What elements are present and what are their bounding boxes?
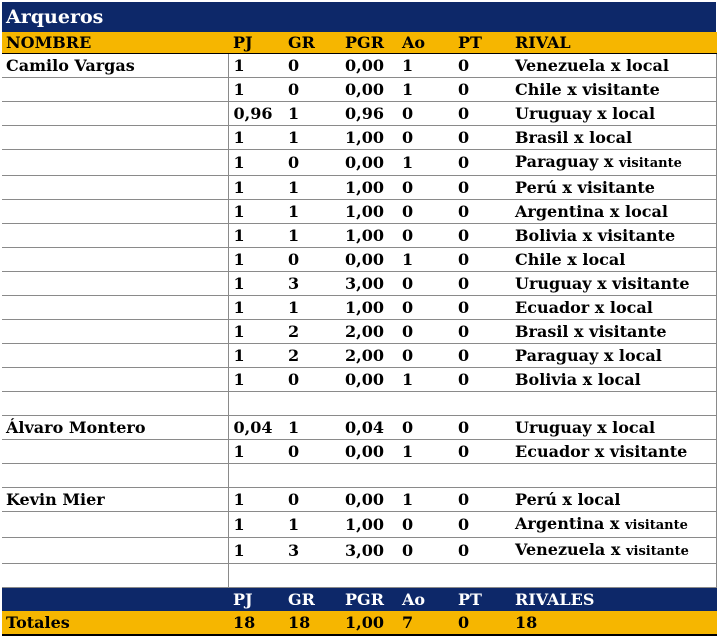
cell-pj: 1 [228, 54, 283, 78]
cell-gr: 0 [283, 150, 340, 176]
cell-ao: 1 [397, 440, 453, 464]
table-row [2, 272, 717, 296]
rival-text: Uruguay x local [515, 104, 656, 123]
totals-pj: 18 [228, 611, 283, 635]
cell-pt: 0 [453, 440, 510, 464]
cell-name [2, 248, 228, 272]
cell-pj: 1 [228, 538, 283, 564]
cell-rival [510, 176, 717, 200]
cell-pgr: 1,00 [340, 224, 397, 248]
rival-venue-small: visitante [625, 518, 688, 533]
totals-label: Totales [2, 611, 228, 635]
empty-row [2, 392, 717, 416]
cell-rival [510, 200, 717, 224]
totals-gr: 18 [283, 611, 340, 635]
cell-gr: 0 [283, 54, 340, 78]
cell-gr: 1 [283, 200, 340, 224]
table-row [2, 78, 717, 102]
table-row [2, 320, 717, 344]
empty-cell [2, 392, 228, 416]
rival-text: Venezuela x local [515, 56, 669, 75]
empty-cell [397, 464, 453, 488]
header-row [2, 32, 717, 54]
totals-header-cell: PJ [228, 588, 283, 612]
header-rival: RIVAL [510, 32, 717, 54]
empty-cell [283, 464, 340, 488]
cell-pt: 0 [453, 78, 510, 102]
totals-ao: 7 [397, 611, 453, 635]
table-row [2, 176, 717, 200]
cell-rival [510, 344, 717, 368]
cell-ao: 1 [397, 78, 453, 102]
empty-cell [340, 392, 397, 416]
cell-ao: 1 [397, 368, 453, 392]
cell-pgr: 2,00 [340, 344, 397, 368]
cell-gr: 1 [283, 126, 340, 150]
cell-pgr: 1,00 [340, 296, 397, 320]
cell-pt: 0 [453, 272, 510, 296]
totals-pt: 0 [453, 611, 510, 635]
cell-gr: 1 [283, 176, 340, 200]
cell-pgr: 3,00 [340, 272, 397, 296]
totals-header-row [2, 588, 717, 612]
table-row [2, 488, 717, 512]
cell-gr: 0 [283, 488, 340, 512]
empty-cell [228, 564, 283, 588]
cell-pgr: 1,00 [340, 176, 397, 200]
empty-cell [340, 464, 397, 488]
cell-ao: 1 [397, 488, 453, 512]
cell-rival [510, 150, 717, 176]
cell-rival [510, 296, 717, 320]
totals-rivales: 18 [510, 611, 717, 635]
cell-pgr: 0,00 [340, 368, 397, 392]
empty-cell [283, 392, 340, 416]
cell-name: Kevin Mier [2, 488, 228, 512]
cell-gr: 0 [283, 368, 340, 392]
cell-pgr: 0,00 [340, 150, 397, 176]
header-pt: PT [453, 32, 510, 54]
cell-name [2, 320, 228, 344]
goalkeepers-table [2, 32, 717, 636]
cell-ao: 0 [397, 416, 453, 440]
cell-pj: 1 [228, 150, 283, 176]
cell-rival [510, 488, 717, 512]
totals-header-cell [2, 588, 228, 612]
header-nombre: NOMBRE [2, 32, 228, 54]
cell-ao: 0 [397, 320, 453, 344]
cell-ao: 0 [397, 344, 453, 368]
table-row [2, 224, 717, 248]
rival-text: Chile x visitante [515, 80, 660, 99]
cell-pj: 1 [228, 344, 283, 368]
cell-rival [510, 440, 717, 464]
cell-rival [510, 416, 717, 440]
cell-name [2, 200, 228, 224]
cell-rival [510, 248, 717, 272]
empty-cell [283, 564, 340, 588]
cell-name: Camilo Vargas [2, 54, 228, 78]
cell-rival [510, 224, 717, 248]
cell-gr: 0 [283, 440, 340, 464]
cell-rival [510, 54, 717, 78]
empty-cell [453, 564, 510, 588]
cell-ao: 1 [397, 150, 453, 176]
cell-ao: 1 [397, 248, 453, 272]
cell-ao: 0 [397, 126, 453, 150]
cell-gr: 3 [283, 272, 340, 296]
rival-text: Perú x visitante [515, 178, 655, 197]
cell-pj: 1 [228, 296, 283, 320]
cell-ao: 0 [397, 512, 453, 538]
header-pgr: PGR [340, 32, 397, 54]
rival-text: Ecuador x visitante [515, 442, 688, 461]
empty-cell [397, 392, 453, 416]
cell-rival [510, 102, 717, 126]
cell-pj: 1 [228, 440, 283, 464]
cell-pgr: 0,00 [340, 440, 397, 464]
table-row [2, 54, 717, 78]
cell-name [2, 102, 228, 126]
rival-text: Venezuela x [515, 540, 626, 559]
cell-pj: 1 [228, 126, 283, 150]
table-row [2, 126, 717, 150]
rival-text: Uruguay x visitante [515, 274, 690, 293]
cell-pj: 1 [228, 248, 283, 272]
cell-rival [510, 538, 717, 564]
empty-cell [510, 564, 717, 588]
header-ao: Ao [397, 32, 453, 54]
table-row [2, 102, 717, 126]
cell-pt: 0 [453, 416, 510, 440]
empty-cell [2, 564, 228, 588]
cell-pj: 1 [228, 512, 283, 538]
header-gr: GR [283, 32, 340, 54]
cell-pt: 0 [453, 200, 510, 224]
rival-text: Chile x local [515, 250, 626, 269]
cell-gr: 1 [283, 512, 340, 538]
totals-header-cell: Ao [397, 588, 453, 612]
cell-pgr: 0,04 [340, 416, 397, 440]
table-row [2, 150, 717, 176]
cell-ao: 0 [397, 272, 453, 296]
rival-text: Paraguay x local [515, 346, 662, 365]
rival-text: Brasil x local [515, 128, 633, 147]
cell-ao: 0 [397, 296, 453, 320]
cell-rival [510, 126, 717, 150]
rival-text: Paraguay x [515, 152, 619, 171]
cell-rival [510, 512, 717, 538]
cell-pt: 0 [453, 54, 510, 78]
cell-pt: 0 [453, 248, 510, 272]
empty-cell [453, 392, 510, 416]
totals-header-cell: PGR [340, 588, 397, 612]
cell-name [2, 538, 228, 564]
cell-name [2, 296, 228, 320]
rival-text: Bolivia x local [515, 370, 641, 389]
empty-row [2, 464, 717, 488]
cell-name [2, 126, 228, 150]
cell-pt: 0 [453, 126, 510, 150]
cell-gr: 2 [283, 320, 340, 344]
cell-pgr: 0,00 [340, 248, 397, 272]
totals-header-cell: RIVALES [510, 588, 717, 612]
table-row [2, 416, 717, 440]
cell-gr: 3 [283, 538, 340, 564]
table-row [2, 440, 717, 464]
rival-venue-small: visitante [625, 544, 689, 559]
rival-text: Uruguay x local [515, 418, 656, 437]
cell-pj: 1 [228, 78, 283, 102]
table-row [2, 344, 717, 368]
empty-cell [228, 464, 283, 488]
empty-row [2, 564, 717, 588]
header-pj: PJ [228, 32, 283, 54]
cell-pgr: 3,00 [340, 538, 397, 564]
cell-name [2, 150, 228, 176]
rival-text: Bolivia x visitante [515, 226, 676, 245]
cell-ao: 0 [397, 200, 453, 224]
empty-cell [397, 564, 453, 588]
cell-pt: 0 [453, 176, 510, 200]
cell-pj: 0,96 [228, 102, 283, 126]
table-row [2, 512, 717, 538]
cell-pt: 0 [453, 150, 510, 176]
cell-name [2, 272, 228, 296]
cell-rival [510, 78, 717, 102]
rival-text: Brasil x visitante [515, 322, 667, 341]
cell-name [2, 368, 228, 392]
empty-cell [510, 392, 717, 416]
cell-name [2, 224, 228, 248]
sheet-title: Arqueros [2, 2, 716, 32]
empty-cell [510, 464, 717, 488]
cell-ao: 0 [397, 176, 453, 200]
cell-pj: 1 [228, 272, 283, 296]
totals-header-cell: PT [453, 588, 510, 612]
totals-row [2, 611, 717, 635]
rival-text: Ecuador x local [515, 298, 653, 317]
cell-pt: 0 [453, 538, 510, 564]
rival-venue-small: visitante [618, 156, 682, 171]
cell-pgr: 1,00 [340, 126, 397, 150]
rival-text: Argentina x [515, 514, 625, 533]
cell-pgr: 0,00 [340, 488, 397, 512]
empty-cell [2, 464, 228, 488]
cell-gr: 1 [283, 102, 340, 126]
cell-name [2, 78, 228, 102]
table-row [2, 248, 717, 272]
rival-text: Perú x local [515, 490, 621, 509]
cell-name [2, 440, 228, 464]
cell-pt: 0 [453, 344, 510, 368]
totals-pgr: 1,00 [340, 611, 397, 635]
cell-ao: 0 [397, 224, 453, 248]
cell-name: Álvaro Montero [2, 416, 228, 440]
cell-pt: 0 [453, 512, 510, 538]
cell-pgr: 2,00 [340, 320, 397, 344]
cell-pj: 1 [228, 368, 283, 392]
cell-rival [510, 320, 717, 344]
cell-pt: 0 [453, 224, 510, 248]
cell-ao: 0 [397, 538, 453, 564]
cell-pt: 0 [453, 368, 510, 392]
cell-name [2, 176, 228, 200]
cell-pgr: 0,00 [340, 78, 397, 102]
cell-gr: 1 [283, 296, 340, 320]
table-row [2, 200, 717, 224]
empty-cell [453, 464, 510, 488]
cell-gr: 0 [283, 78, 340, 102]
cell-pgr: 1,00 [340, 512, 397, 538]
cell-pgr: 0,96 [340, 102, 397, 126]
cell-gr: 1 [283, 416, 340, 440]
totals-header-cell: GR [283, 588, 340, 612]
cell-pt: 0 [453, 296, 510, 320]
table-row [2, 296, 717, 320]
cell-pj: 1 [228, 488, 283, 512]
table-row [2, 368, 717, 392]
cell-pt: 0 [453, 320, 510, 344]
cell-gr: 2 [283, 344, 340, 368]
cell-pj: 0,04 [228, 416, 283, 440]
cell-pgr: 1,00 [340, 200, 397, 224]
cell-name [2, 512, 228, 538]
cell-pt: 0 [453, 102, 510, 126]
cell-rival [510, 368, 717, 392]
table-row [2, 538, 717, 564]
cell-pt: 0 [453, 488, 510, 512]
cell-gr: 0 [283, 248, 340, 272]
cell-pj: 1 [228, 224, 283, 248]
table-body [2, 32, 717, 635]
cell-name [2, 344, 228, 368]
empty-cell [228, 392, 283, 416]
empty-cell [340, 564, 397, 588]
cell-pj: 1 [228, 320, 283, 344]
cell-ao: 1 [397, 54, 453, 78]
cell-pgr: 0,00 [340, 54, 397, 78]
cell-pj: 1 [228, 176, 283, 200]
cell-gr: 1 [283, 224, 340, 248]
cell-ao: 0 [397, 102, 453, 126]
cell-rival [510, 272, 717, 296]
cell-pj: 1 [228, 200, 283, 224]
rival-text: Argentina x local [515, 202, 668, 221]
